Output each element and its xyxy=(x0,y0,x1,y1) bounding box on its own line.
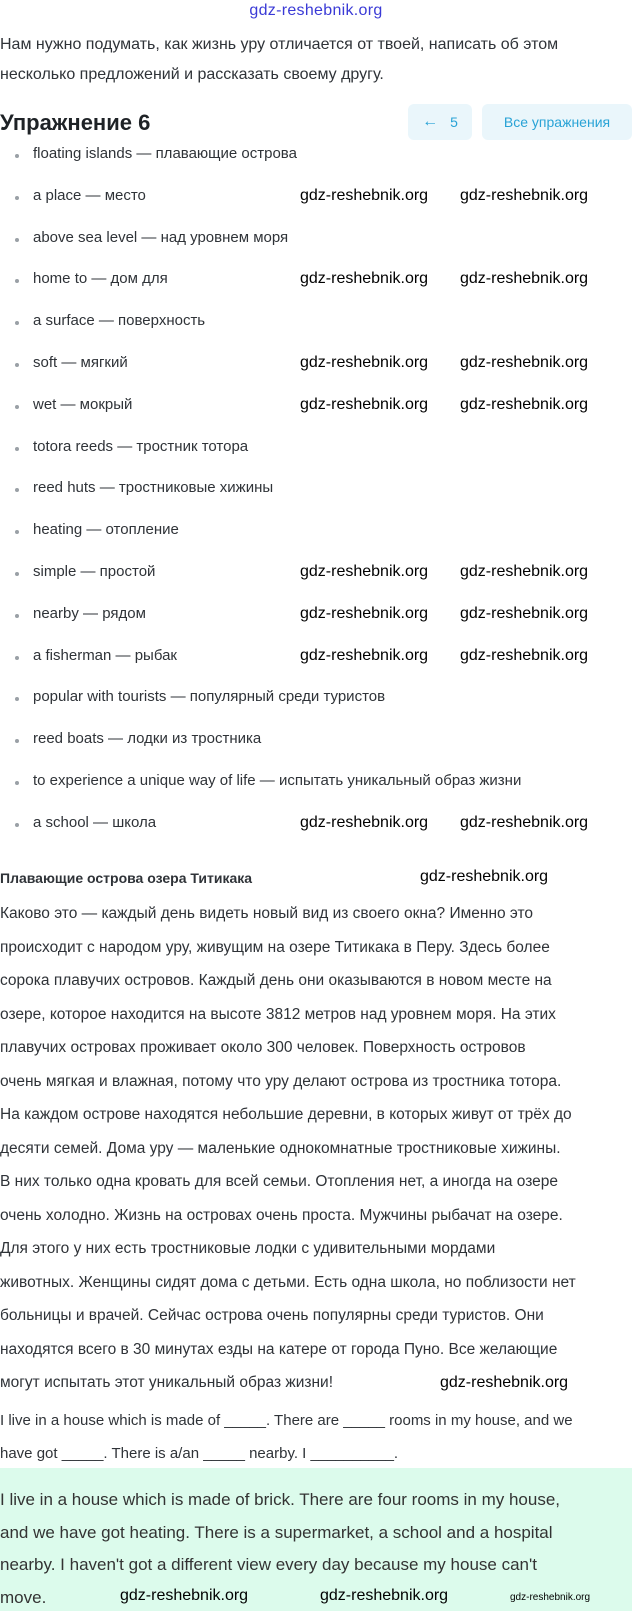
vocabulary-item xyxy=(16,772,521,789)
vocabulary-item-text: totora reeds — тростник тотора xyxy=(33,437,249,455)
intro-line: Нам нужно подумать, как жизнь уру отличается от твоей, написать об этом xyxy=(0,36,559,53)
watermark-text: gdz-reshebnik.org xyxy=(300,604,429,622)
vocabulary-item-text: floating islands — плавающие острова xyxy=(33,145,297,162)
watermark-text: gdz-reshebnik.org xyxy=(440,1374,569,1391)
template-line: have got _____. There is a/an _____ nearby. I __________. xyxy=(0,1445,399,1462)
vocabulary-item-text: simple — простой xyxy=(33,563,156,580)
text-line: происходит с народом уру, живущим на озере Титикака в Перу. Здесь более xyxy=(0,938,550,956)
vocabulary-item-text: a place — место xyxy=(33,186,146,204)
answer-line: nearby. I haven't got a different view every day because my house can't xyxy=(0,1555,537,1574)
text-line: озере, которое находится на высоте 3812 метров над уровнем моря. На этих xyxy=(0,1005,556,1023)
watermark-text: gdz-reshebnik.org xyxy=(460,354,589,371)
prev-exercise-button[interactable] xyxy=(408,104,472,140)
text-title: Плавающие острова озера Титикака xyxy=(0,870,253,886)
site-watermark-top: gdz-reshebnik.org xyxy=(249,2,383,19)
watermark-text: gdz-reshebnik.org xyxy=(460,604,589,622)
vocabulary-item xyxy=(16,814,156,831)
vocabulary-item-text: nearby — рядом xyxy=(33,604,146,622)
vocabulary-item-text: a school — школа xyxy=(33,813,157,831)
text-line: Каково это — каждый день видеть новый вид из своего окна? Именно это xyxy=(0,905,534,922)
text-line: десяти семей. Дома уру — маленькие однокомнатные тростниковые хижины. xyxy=(0,1139,561,1157)
vocabulary-item xyxy=(16,647,177,664)
vocabulary-item-text: above sea level — над уровнем моря xyxy=(33,228,289,246)
vocabulary-item-text: home to — дом для xyxy=(33,270,168,288)
watermark-text: gdz-reshebnik.org xyxy=(320,1587,449,1604)
vocabulary-item xyxy=(16,145,297,162)
watermark-text: gdz-reshebnik.org xyxy=(460,395,589,413)
text-line: В них только одна кровать для всей семьи. Отопления нет, а иногда на озере xyxy=(0,1173,558,1190)
watermark-text: gdz-reshebnik.org xyxy=(300,270,429,288)
vocabulary-item xyxy=(16,688,385,705)
vocabulary-item xyxy=(16,563,155,580)
vocabulary-item xyxy=(16,354,128,371)
answer-line: move. xyxy=(0,1587,47,1607)
vocabulary-item xyxy=(16,396,132,413)
exercise-title: Упражнение 6 xyxy=(0,110,151,135)
prev-exercise-number: 5 xyxy=(450,114,458,130)
text-line: могут испытать этот уникальный образ жизни! xyxy=(0,1374,334,1391)
vocabulary-item-text: to experience a unique way of life — испытать уникальный образ жизни xyxy=(33,772,522,789)
vocabulary-item xyxy=(16,521,179,538)
vocabulary-item-text: reed boats — лодки из тростника xyxy=(33,730,262,748)
all-exercises-button[interactable]: Все упражнения xyxy=(482,104,632,140)
template-line: I live in a house which is made of _____. There are _____ rooms in my house, and we xyxy=(0,1412,573,1429)
vocabulary-item xyxy=(16,730,261,747)
watermark-text: gdz-reshebnik.org xyxy=(300,186,429,204)
answer-line: I live in a house which is made of brick. There are four rooms in my house, xyxy=(0,1490,560,1509)
watermark-text: gdz-reshebnik.org xyxy=(460,646,589,664)
vocabulary-item xyxy=(16,605,146,622)
vocabulary-item-text: heating — отопление xyxy=(33,521,179,539)
watermark-text: gdz-reshebnik.org xyxy=(460,270,589,288)
vocabulary-item-text: a surface — поверхность xyxy=(33,312,206,330)
vocabulary-item-text: soft — мягкий xyxy=(33,354,128,371)
vocabulary-item xyxy=(16,187,146,204)
text-line: На каждом острове находятся небольшие деревни, в которых живут от трёх до xyxy=(0,1106,572,1123)
watermark-text: gdz-reshebnik.org xyxy=(460,186,589,204)
watermark-text: gdz-reshebnik.org xyxy=(300,395,429,413)
vocabulary-item-text: wet — мокрый xyxy=(33,395,133,413)
watermark-text: gdz-reshebnik.org xyxy=(460,563,589,580)
text-line: очень холодно. Жизнь на островах очень проста. Мужчины рыбачат на озере. xyxy=(0,1206,563,1224)
vocabulary-item xyxy=(16,270,168,287)
watermark-text: gdz-reshebnik.org xyxy=(300,813,429,831)
watermark-text: gdz-reshebnik.org xyxy=(460,813,589,831)
text-line: больницы и врачей. Сейчас острова очень популярны среди туристов. Они xyxy=(0,1307,544,1324)
vocabulary-item xyxy=(16,312,205,329)
watermark-text: gdz-reshebnik.org xyxy=(300,354,429,371)
text-line: плавучих островах проживает около 300 человек. Поверхность островов xyxy=(0,1039,526,1056)
text-line: очень мягкая и влажная, потому что уру делают острова из тростника тотора. xyxy=(0,1072,562,1090)
vocabulary-item xyxy=(16,229,288,246)
intro-line: несколько предложений и рассказать своему другу. xyxy=(0,66,384,83)
text-line: находятся всего в 30 минутах езды на катере от города Пуно. Все желающие xyxy=(0,1340,558,1358)
watermark-text: gdz-reshebnik.org xyxy=(300,563,429,580)
answer-line: and we have got heating. There is a supermarket, a school and a hospital xyxy=(0,1522,553,1542)
watermark-text: gdz-reshebnik.org xyxy=(300,646,429,664)
vocabulary-item-text: popular with tourists — популярный среди туристов xyxy=(33,688,386,706)
vocabulary-item-text: reed huts — тростниковые хижины xyxy=(33,479,274,497)
watermark-text: gdz-reshebnik.org xyxy=(420,868,549,885)
text-line: Для этого у них есть тростниковые лодки с удивительными мордами xyxy=(0,1240,496,1257)
text-line: сорока плавучих островов. Каждый день они оказываются в новом месте на xyxy=(0,972,552,989)
arrow-left-icon: ← xyxy=(422,113,439,130)
text-line: животных. Женщины сидят дома с детьми. Есть одна школа, но поблизости нет xyxy=(0,1273,576,1291)
watermark-text: gdz-reshebnik.org xyxy=(120,1587,249,1604)
watermark-text: gdz-reshebnik.org xyxy=(510,1592,591,1603)
vocabulary-item xyxy=(16,479,273,496)
vocabulary-item-text: a fisherman — рыбак xyxy=(33,646,177,664)
vocabulary-item xyxy=(16,438,248,455)
